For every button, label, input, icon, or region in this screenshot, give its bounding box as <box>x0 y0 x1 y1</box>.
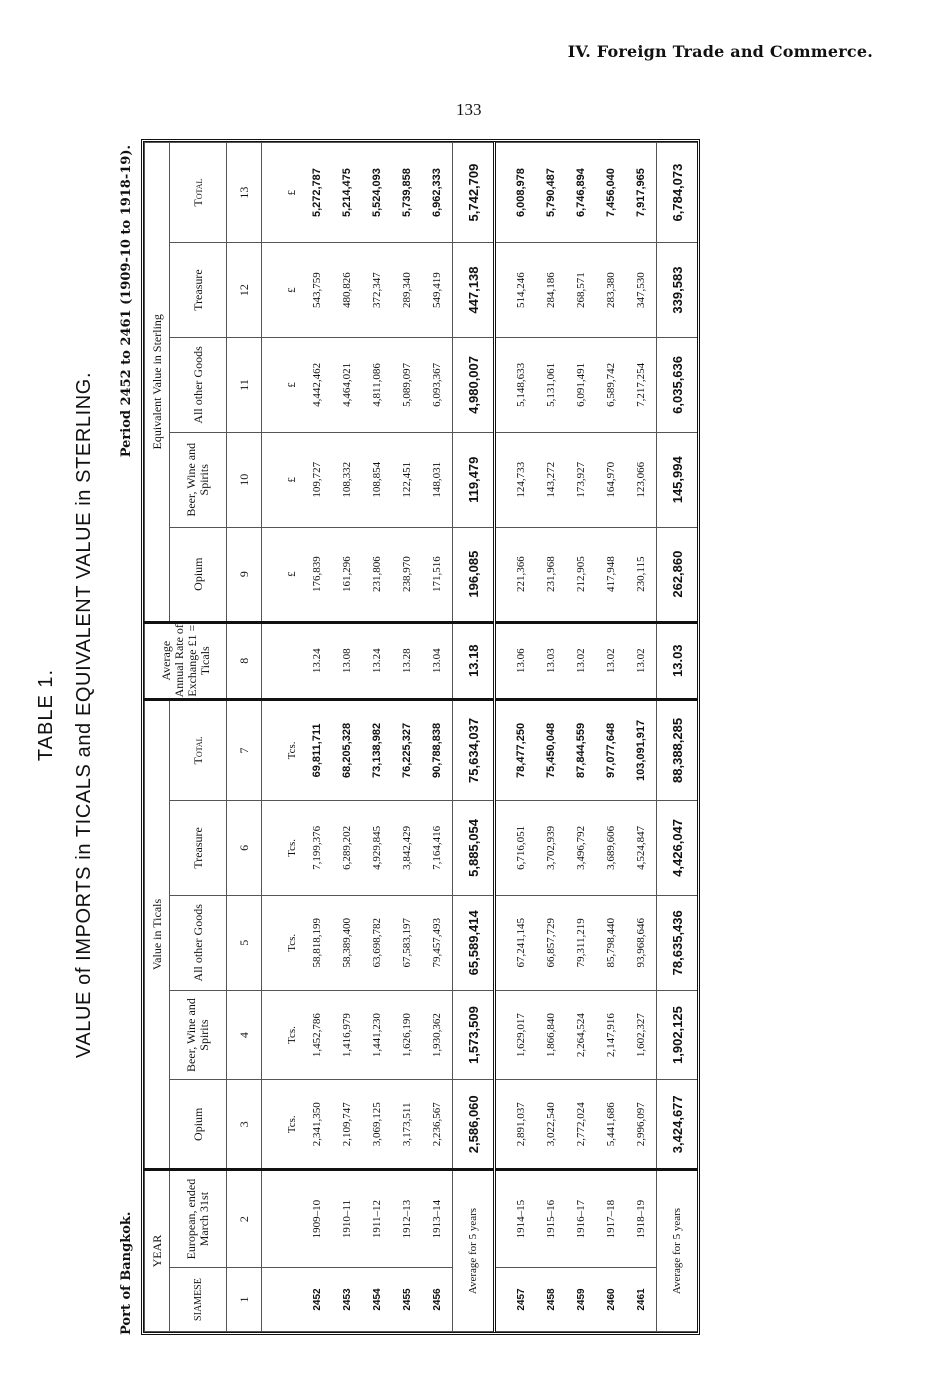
column-number: 11 <box>227 337 262 432</box>
cell-average-label: Average for 5 years <box>657 1170 698 1332</box>
average-row <box>453 143 495 1332</box>
header-treasure: Treasure <box>170 800 227 895</box>
cell-s-opium: 230,115 <box>626 527 657 622</box>
cell-european-year: 1916–17 <box>566 1170 596 1268</box>
cell-s-beer: 108,854 <box>362 432 392 527</box>
cell-treasure: 4,929,845 <box>362 800 392 895</box>
cell-siamese-year: 2459 <box>566 1268 596 1332</box>
header-value-in-ticals: Value in Ticals <box>145 699 170 1169</box>
cell-other-goods: 63,698,782 <box>362 895 392 990</box>
cell-empty <box>262 1170 303 1268</box>
cell-s-beer: 164,970 <box>596 432 626 527</box>
header-opium: Opium <box>170 1080 227 1170</box>
cell-s-other-goods: 4,442,462 <box>302 337 332 432</box>
table-row <box>506 143 536 1332</box>
header-total: Total <box>170 699 227 800</box>
running-head: IV. Foreign Trade and Commerce. <box>567 42 873 61</box>
unit-ticals: Tcs. <box>262 990 303 1080</box>
unit-sterling: £ <box>262 337 303 432</box>
cell-opium: 3,069,125 <box>362 1080 392 1170</box>
cell-s-total: 5,739,858 <box>392 143 422 243</box>
cell-s-total: 5,742,709 <box>453 143 495 243</box>
cell-s-treasure: 339,583 <box>657 243 698 338</box>
cell-treasure: 3,842,429 <box>392 800 422 895</box>
cell-s-other-goods: 6,035,636 <box>657 337 698 432</box>
cell-s-beer: 119,479 <box>453 432 495 527</box>
cell-total: 76,225,327 <box>392 699 422 800</box>
cell-s-total: 7,917,965 <box>626 143 657 243</box>
cell-s-treasure: 514,246 <box>506 243 536 338</box>
cell-beer: 1,629,017 <box>506 990 536 1080</box>
header-other-goods: All other Goods <box>170 895 227 990</box>
cell-s-treasure: 289,340 <box>392 243 422 338</box>
cell-opium: 3,173,511 <box>392 1080 422 1170</box>
table-row <box>362 143 392 1332</box>
cell-total: 90,788,838 <box>422 699 453 800</box>
cell-s-treasure: 284,186 <box>536 243 566 338</box>
rotated-table-page <box>35 95 865 1335</box>
cell-siamese-year: 2458 <box>536 1268 566 1332</box>
average-row <box>657 143 698 1332</box>
header-siamese: SIAMESE <box>170 1268 227 1332</box>
cell-beer: 1,866,840 <box>536 990 566 1080</box>
cell-s-opium: 196,085 <box>453 527 495 622</box>
cell-beer: 1,452,786 <box>302 990 332 1080</box>
cell-empty <box>495 1268 507 1332</box>
cell-s-other-goods: 5,148,633 <box>506 337 536 432</box>
cell-european-year: 1912–13 <box>392 1170 422 1268</box>
cell-treasure: 6,289,202 <box>332 800 362 895</box>
cell-s-opium: 161,296 <box>332 527 362 622</box>
cell-other-goods: 67,241,145 <box>506 895 536 990</box>
header-year: YEAR <box>145 1170 170 1332</box>
cell-treasure: 4,426,047 <box>657 800 698 895</box>
cell-empty <box>495 699 507 800</box>
column-number: 9 <box>227 527 262 622</box>
cell-siamese-year: 2456 <box>422 1268 453 1332</box>
header-s-total: Total <box>170 143 227 243</box>
cell-exchange-rate: 13.04 <box>422 622 453 699</box>
cell-empty <box>495 800 507 895</box>
cell-exchange-rate: 13.03 <box>657 622 698 699</box>
cell-empty <box>495 1080 507 1170</box>
column-number: 6 <box>227 800 262 895</box>
cell-empty <box>495 243 507 338</box>
cell-s-other-goods: 4,811,086 <box>362 337 392 432</box>
cell-beer: 1,626,190 <box>392 990 422 1080</box>
cell-siamese-year: 2454 <box>362 1268 392 1332</box>
cell-exchange-rate: 13.02 <box>596 622 626 699</box>
cell-s-treasure: 543,759 <box>302 243 332 338</box>
unit-sterling: £ <box>262 143 303 243</box>
cell-exchange-rate: 13.08 <box>332 622 362 699</box>
cell-european-year: 1909–10 <box>302 1170 332 1268</box>
cell-s-beer: 122,451 <box>392 432 422 527</box>
cell-siamese-year: 2453 <box>332 1268 362 1332</box>
cell-s-total: 5,790,487 <box>536 143 566 243</box>
cell-other-goods: 93,968,646 <box>626 895 657 990</box>
table-row <box>495 143 507 1332</box>
cell-european-year: 1914–15 <box>506 1170 536 1268</box>
cell-european-year: 1910–11 <box>332 1170 362 1268</box>
cell-s-total: 5,272,787 <box>302 143 332 243</box>
cell-empty <box>495 990 507 1080</box>
cell-s-total: 6,784,073 <box>657 143 698 243</box>
column-number-row <box>227 143 262 1332</box>
page-number: 133 <box>456 100 482 119</box>
cell-beer: 1,416,979 <box>332 990 362 1080</box>
cell-siamese-year: 2457 <box>506 1268 536 1332</box>
cell-empty <box>262 1268 303 1332</box>
cell-total: 78,477,250 <box>506 699 536 800</box>
cell-s-opium: 262,860 <box>657 527 698 622</box>
cell-treasure: 7,164,416 <box>422 800 453 895</box>
cell-other-goods: 66,857,729 <box>536 895 566 990</box>
unit-sterling: £ <box>262 432 303 527</box>
table-title: TABLE 1. <box>35 668 57 762</box>
cell-beer: 1,441,230 <box>362 990 392 1080</box>
header-s-other-goods: All other Goods <box>170 337 227 432</box>
cell-other-goods: 79,311,219 <box>566 895 596 990</box>
table-row <box>536 143 566 1332</box>
header-beer: Beer, Wine and Spirits <box>170 990 227 1080</box>
cell-opium: 2,891,037 <box>506 1080 536 1170</box>
cell-s-opium: 417,948 <box>596 527 626 622</box>
cell-other-goods: 58,818,199 <box>302 895 332 990</box>
table-row <box>596 143 626 1332</box>
cell-total: 87,844,559 <box>566 699 596 800</box>
cell-s-other-goods: 6,091,491 <box>566 337 596 432</box>
column-number: 8 <box>227 622 262 699</box>
cell-treasure: 3,496,792 <box>566 800 596 895</box>
cell-s-beer: 148,031 <box>422 432 453 527</box>
cell-treasure: 6,716,051 <box>506 800 536 895</box>
cell-exchange-rate: 13.03 <box>536 622 566 699</box>
cell-s-beer: 124,733 <box>506 432 536 527</box>
cell-other-goods: 67,583,197 <box>392 895 422 990</box>
cell-exchange-rate: 13.02 <box>566 622 596 699</box>
cell-s-beer: 173,927 <box>566 432 596 527</box>
cell-total: 75,450,048 <box>536 699 566 800</box>
cell-s-opium: 221,366 <box>506 527 536 622</box>
cell-empty <box>495 337 507 432</box>
cell-s-treasure: 268,571 <box>566 243 596 338</box>
cell-average-label: Average for 5 years <box>453 1170 495 1332</box>
cell-other-goods: 85,798,440 <box>596 895 626 990</box>
column-number: 3 <box>227 1080 262 1170</box>
cell-s-other-goods: 6,093,367 <box>422 337 453 432</box>
cell-empty <box>495 1170 507 1268</box>
cell-empty <box>495 527 507 622</box>
cell-siamese-year: 2460 <box>596 1268 626 1332</box>
cell-empty <box>262 622 303 699</box>
period-label: Period 2452 to 2461 (1909-10 to 1918-19). <box>119 145 134 458</box>
unit-ticals: Tcs. <box>262 1080 303 1170</box>
table-row <box>392 143 422 1332</box>
table-body <box>262 143 698 1332</box>
cell-opium: 5,441,686 <box>596 1080 626 1170</box>
port-label: Port of Bangkok. <box>119 1211 134 1335</box>
cell-total: 73,138,982 <box>362 699 392 800</box>
column-number: 12 <box>227 243 262 338</box>
cell-european-year: 1918–19 <box>626 1170 657 1268</box>
header-s-treasure: Treasure <box>170 243 227 338</box>
unit-sterling: £ <box>262 243 303 338</box>
cell-exchange-rate: 13.02 <box>626 622 657 699</box>
cell-exchange-rate: 13.06 <box>506 622 536 699</box>
cell-s-total: 7,456,040 <box>596 143 626 243</box>
cell-opium: 2,996,097 <box>626 1080 657 1170</box>
header-exchange: Average Annual Rate of Exchange £1 = Ticals <box>145 622 227 699</box>
cell-s-opium: 176,839 <box>302 527 332 622</box>
column-number: 10 <box>227 432 262 527</box>
cell-total: 69,811,711 <box>302 699 332 800</box>
cell-beer: 2,147,916 <box>596 990 626 1080</box>
cell-siamese-year: 2461 <box>626 1268 657 1332</box>
cell-s-opium: 212,905 <box>566 527 596 622</box>
cell-treasure: 7,199,376 <box>302 800 332 895</box>
cell-s-opium: 171,516 <box>422 527 453 622</box>
cell-s-treasure: 283,380 <box>596 243 626 338</box>
header-s-opium: Opium <box>170 527 227 622</box>
cell-s-other-goods: 6,589,742 <box>596 337 626 432</box>
unit-row <box>262 143 303 1332</box>
cell-opium: 2,341,350 <box>302 1080 332 1170</box>
unit-ticals: Tcs. <box>262 800 303 895</box>
cell-s-other-goods: 5,131,061 <box>536 337 566 432</box>
cell-other-goods: 65,589,414 <box>453 895 495 990</box>
cell-s-beer: 123,066 <box>626 432 657 527</box>
cell-beer: 1,602,327 <box>626 990 657 1080</box>
cell-opium: 2,236,567 <box>422 1080 453 1170</box>
cell-s-beer: 143,272 <box>536 432 566 527</box>
cell-exchange-rate: 13.28 <box>392 622 422 699</box>
unit-ticals: Tcs. <box>262 699 303 800</box>
table-row <box>566 143 596 1332</box>
cell-european-year: 1915–16 <box>536 1170 566 1268</box>
cell-s-other-goods: 7,217,254 <box>626 337 657 432</box>
cell-opium: 2,772,024 <box>566 1080 596 1170</box>
cell-siamese-year: 2452 <box>302 1268 332 1332</box>
header-equivalent-value: Equivalent Value in Sterling <box>145 143 170 623</box>
cell-empty <box>495 143 507 243</box>
table-row <box>332 143 362 1332</box>
cell-s-treasure: 480,826 <box>332 243 362 338</box>
cell-s-opium: 238,970 <box>392 527 422 622</box>
cell-s-beer: 109,727 <box>302 432 332 527</box>
cell-s-treasure: 372,347 <box>362 243 392 338</box>
cell-opium: 2,109,747 <box>332 1080 362 1170</box>
cell-opium: 3,022,540 <box>536 1080 566 1170</box>
cell-s-total: 5,524,093 <box>362 143 392 243</box>
cell-total: 88,388,285 <box>657 699 698 800</box>
cell-empty <box>495 622 507 699</box>
cell-exchange-rate: 13.24 <box>302 622 332 699</box>
cell-siamese-year: 2455 <box>392 1268 422 1332</box>
cell-s-treasure: 549,419 <box>422 243 453 338</box>
cell-beer: 1,573,509 <box>453 990 495 1080</box>
imports-table <box>141 139 700 1335</box>
cell-beer: 1,930,362 <box>422 990 453 1080</box>
cell-beer: 2,264,524 <box>566 990 596 1080</box>
unit-sterling: £ <box>262 527 303 622</box>
cell-s-total: 6,962,333 <box>422 143 453 243</box>
column-number: 2 <box>227 1170 262 1268</box>
cell-exchange-rate: 13.24 <box>362 622 392 699</box>
cell-other-goods: 58,389,400 <box>332 895 362 990</box>
cell-s-total: 5,214,475 <box>332 143 362 243</box>
cell-s-beer: 145,994 <box>657 432 698 527</box>
cell-total: 97,077,648 <box>596 699 626 800</box>
cell-treasure: 5,885,054 <box>453 800 495 895</box>
cell-exchange-rate: 13.18 <box>453 622 495 699</box>
cell-european-year: 1913–14 <box>422 1170 453 1268</box>
cell-s-beer: 108,332 <box>332 432 362 527</box>
cell-opium: 2,586,060 <box>453 1080 495 1170</box>
cell-total: 68,205,328 <box>332 699 362 800</box>
cell-s-total: 6,746,894 <box>566 143 596 243</box>
cell-european-year: 1911–12 <box>362 1170 392 1268</box>
header-s-beer: Beer, Wine and Spirits <box>170 432 227 527</box>
cell-s-treasure: 447,138 <box>453 243 495 338</box>
header-european: European, ended March 31st <box>170 1170 227 1268</box>
column-number: 7 <box>227 699 262 800</box>
cell-s-other-goods: 4,980,007 <box>453 337 495 432</box>
cell-treasure: 3,702,939 <box>536 800 566 895</box>
table-row <box>626 143 657 1332</box>
main-title: VALUE of IMPORTS in TICALS and EQUIVALENT VALUE in STERLING. <box>73 371 95 1059</box>
cell-treasure: 3,689,606 <box>596 800 626 895</box>
cell-opium: 3,424,677 <box>657 1080 698 1170</box>
cell-empty <box>495 432 507 527</box>
cell-s-opium: 231,968 <box>536 527 566 622</box>
cell-other-goods: 78,635,436 <box>657 895 698 990</box>
cell-s-opium: 231,806 <box>362 527 392 622</box>
cell-european-year: 1917–18 <box>596 1170 626 1268</box>
table-row <box>302 143 332 1332</box>
unit-ticals: Tcs. <box>262 895 303 990</box>
cell-other-goods: 79,457,493 <box>422 895 453 990</box>
cell-treasure: 4,524,847 <box>626 800 657 895</box>
column-number: 5 <box>227 895 262 990</box>
cell-total: 103,091,917 <box>626 699 657 800</box>
column-number: 4 <box>227 990 262 1080</box>
column-number: 1 <box>227 1268 262 1332</box>
cell-s-other-goods: 5,089,097 <box>392 337 422 432</box>
cell-beer: 1,902,125 <box>657 990 698 1080</box>
cell-empty <box>495 895 507 990</box>
table-row <box>422 143 453 1332</box>
cell-s-treasure: 347,530 <box>626 243 657 338</box>
cell-s-other-goods: 4,464,021 <box>332 337 362 432</box>
column-number: 13 <box>227 143 262 243</box>
cell-total: 75,634,037 <box>453 699 495 800</box>
cell-s-total: 6,008,978 <box>506 143 536 243</box>
